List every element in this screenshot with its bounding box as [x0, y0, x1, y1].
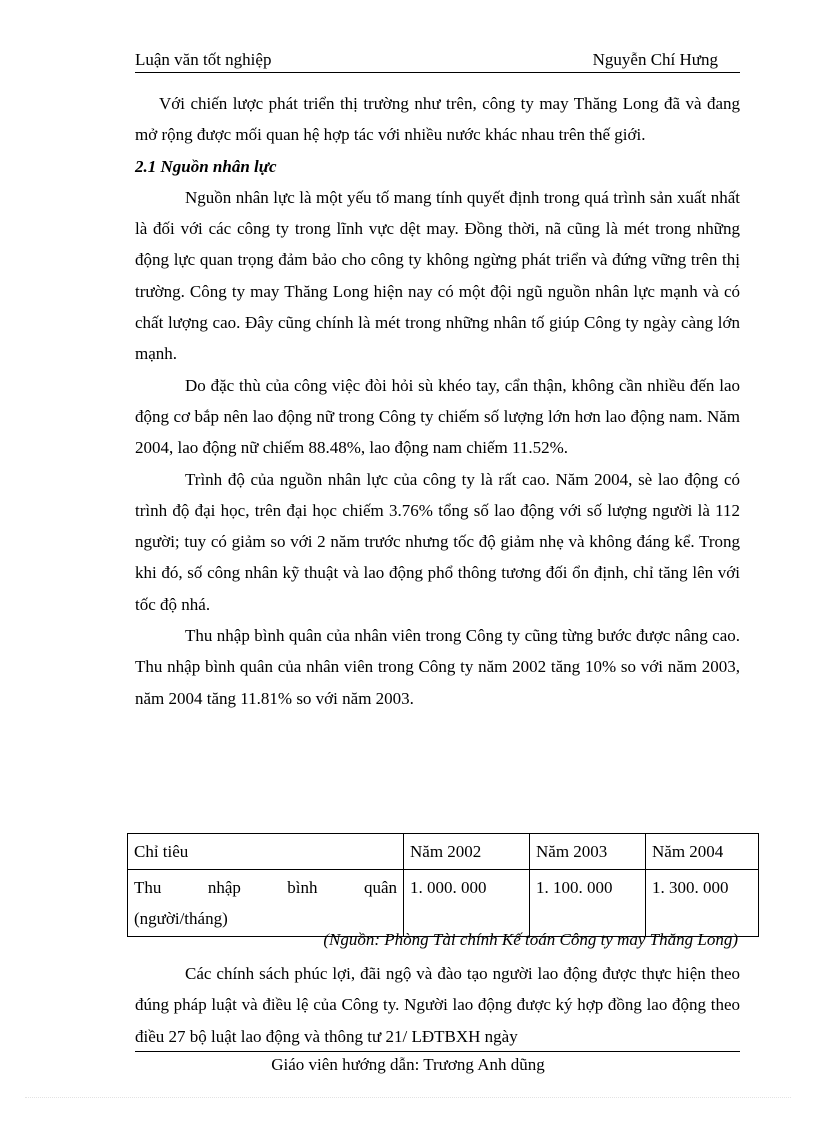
- paragraph-intro: Với chiến lược phát triển thị trường như trên, công ty may Thăng Long đã và đang mở rộng được mối quan hệ hợp tác với nhiều nước khác nhau trên thế giới.: [135, 94, 740, 145]
- income-table: [127, 833, 759, 937]
- row-label-line2: (người/tháng): [134, 909, 228, 928]
- table-source-note: (Nguồn: Phòng Tài chính Kế toán Công ty may Thăng Long): [323, 930, 738, 949]
- table-header-cell: Năm 2002: [404, 834, 530, 870]
- page-bottom-divider: [25, 1097, 791, 1098]
- main-content-continued: [135, 958, 740, 1052]
- paragraph-welfare: Các chính sách phúc lợi, đãi ngộ và đào tạo người lao động được thực hiện theo đúng pháp luật và điều lệ của Công ty. Người lao động được ký hợp đồng lao động theo điều 27 bộ luật lao động và thông tư 21/ LĐTBXH ngày: [135, 964, 740, 1046]
- table-cell: 1. 000. 000: [404, 870, 530, 937]
- table-cell: 1. 300. 000: [646, 870, 759, 937]
- table-header-cell: Năm 2004: [646, 834, 759, 870]
- page-footer: Giáo viên hướng dẫn: Trương Anh dũng: [271, 1055, 545, 1074]
- paragraph-labor-gender: Do đặc thù của công việc đòi hỏi sù khéo tay, cẩn thận, không cần nhiều đến lao động cơ bắp nên lao động nữ trong Công ty chiếm số lượng lớn hơn lao động nam. Năm 2004, lao động nữ chiếm 88.48%, lao động nam chiếm 11.52%.: [135, 375, 740, 458]
- row-label-line1: Thu nhập bình quân: [134, 878, 397, 897]
- footer-divider: [135, 1051, 740, 1052]
- table-row-label: [128, 870, 404, 937]
- paragraph-human-resources: Nguồn nhân lực là một yếu tố mang tính quyết định trong quá trình sản xuất nhất là đối với các công ty trong lĩnh vực dệt may. Đồng thời, nã cũng là mét trong những động lực quan trọng đảm bảo cho công ty không ngừng phát triển và đứng vững trên thị trường. Công ty may Thăng Long hiện nay có một đội ngũ nguồn nhân lực mạnh và có chất lượng cao. Đây cũng chính là mét trong những nhân tố giúp Công ty ngày càng lớn mạnh.: [135, 187, 740, 364]
- header-author: Nguyễn Chí Hưng: [592, 50, 718, 69]
- header-left-title: Luận văn tốt nghiệp: [135, 50, 272, 69]
- paragraph-income: Thu nhập bình quân của nhân viên trong Công ty cũng từng bước được nâng cao. Thu nhập bình quân của nhân viên trong Công ty năm 2002 tăng 10% so với năm 2003, năm 2004 tăng 11.81% so với năm 2003.: [135, 626, 740, 708]
- table-header-cell: Năm 2003: [530, 834, 646, 870]
- table-header-row: [128, 834, 759, 870]
- table-row: [128, 870, 759, 937]
- paragraph-qualification: Trình độ của nguồn nhân lực của công ty là rất cao. Năm 2004, sè lao động có trình độ đại học, trên đại học chiếm 3.76% tổng số lao động với số lượng người là 112 người; tuy có giảm so với 2 năm trước nhưng tốc độ giảm nhẹ và không đáng kể. Trong khi đó, số công nhân kỹ thuật và lao động phổ thông tương đối ổn định, chỉ tăng lên với tốc độ nhá.: [135, 469, 740, 614]
- table-cell: 1. 100. 000: [530, 870, 646, 937]
- main-content: [135, 88, 740, 714]
- page-header: [135, 48, 740, 73]
- table-header-cell: Chỉ tiêu: [128, 834, 404, 870]
- section-heading: 2.1 Nguồn nhân lực: [135, 156, 277, 176]
